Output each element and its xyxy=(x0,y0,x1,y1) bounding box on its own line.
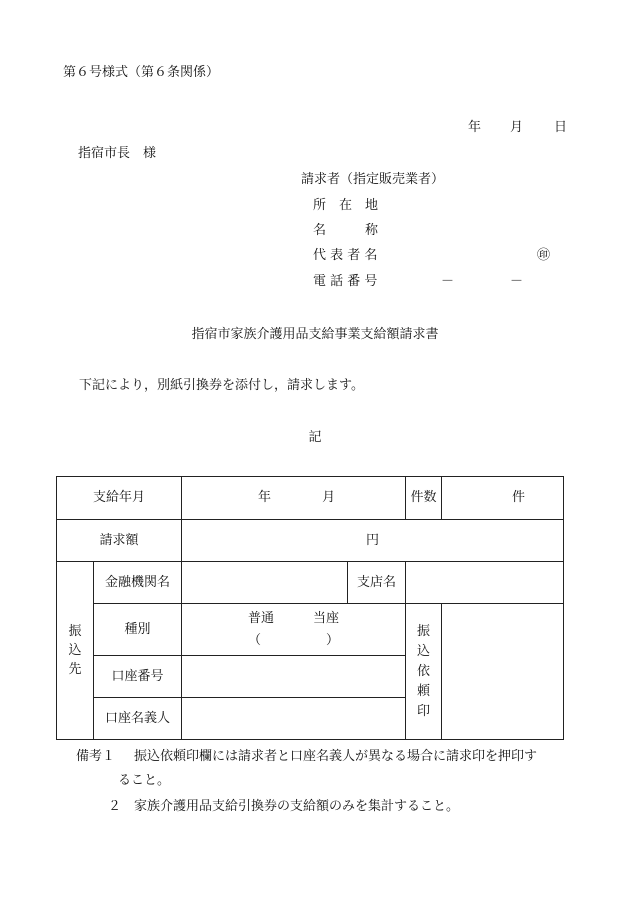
date-year: 年 xyxy=(468,120,482,135)
type-options: 普通 当座 xyxy=(248,610,340,626)
date-day: 日 xyxy=(554,120,568,135)
transfer-seal-label xyxy=(406,625,441,718)
seal-char-1: 振 xyxy=(417,624,431,639)
form-number: 第６号様式（第６条関係） xyxy=(63,65,220,80)
note-2-number: ２ xyxy=(108,799,122,814)
seal-mark: ㊞ xyxy=(537,248,551,263)
row-payment-month xyxy=(57,477,564,520)
furikomi-label xyxy=(57,625,93,676)
row-claim-amount xyxy=(57,520,564,562)
type-label: 種別 xyxy=(94,604,182,656)
phone-label: 電 話 番 号 xyxy=(313,274,378,289)
intro-text: 下記により，別紙引換券を添付し，請求します。 xyxy=(79,378,364,393)
row-type xyxy=(57,604,564,656)
note-1-line-2: ること。 xyxy=(118,773,171,788)
payment-month-unit: 月 xyxy=(322,490,336,506)
notes-label: 備考１ xyxy=(76,749,116,764)
bank-value[interactable] xyxy=(182,562,348,604)
count-value[interactable] xyxy=(442,477,564,520)
date-month: 月 xyxy=(510,120,524,135)
payment-month-value[interactable] xyxy=(182,477,406,520)
account-number-value[interactable] xyxy=(182,656,406,698)
furikomi-char-3: 先 xyxy=(68,662,82,677)
representative-label: 代 表 者 名 xyxy=(313,248,378,263)
branch-label: 支店名 xyxy=(348,562,406,604)
account-number-label: 口座番号 xyxy=(94,656,182,698)
transfer-seal-label-cell xyxy=(406,604,442,740)
furikomi-char-1: 振 xyxy=(68,624,82,639)
count-unit: 件 xyxy=(512,490,526,506)
furikomi-cell xyxy=(57,562,94,740)
payment-month-label: 支給年月 xyxy=(57,477,182,520)
requester-heading: 請求者（指定販売業者） xyxy=(301,172,445,187)
claim-form-table xyxy=(56,476,564,740)
account-holder-label: 口座名義人 xyxy=(94,698,182,740)
seal-char-5: 印 xyxy=(417,704,431,719)
addressee: 指宿市長 様 xyxy=(78,146,157,161)
count-label: 件数 xyxy=(406,477,442,520)
furikomi-char-2: 込 xyxy=(68,643,82,658)
claim-amount-value[interactable] xyxy=(182,520,564,562)
branch-value[interactable] xyxy=(406,562,564,604)
claim-amount-label: 請求額 xyxy=(57,520,182,562)
address-label: 所 在 地 xyxy=(313,198,379,213)
document-title: 指宿市家族介護用品支給事業支給額請求書 xyxy=(191,327,439,342)
note-1-line-1: 振込依頼印欄には請求者と口座名義人が異なる場合に請求印を押印す xyxy=(134,749,538,764)
row-bank xyxy=(57,562,564,604)
seal-char-2: 込 xyxy=(417,644,431,659)
claim-amount-unit: 円 xyxy=(366,532,380,548)
seal-char-4: 頼 xyxy=(417,684,431,699)
name-label: 名 称 xyxy=(313,223,379,238)
note-2-text: 家族介護用品支給引換券の支給額のみを集計すること。 xyxy=(134,799,460,814)
transfer-seal-box[interactable] xyxy=(442,604,564,740)
type-value[interactable] xyxy=(182,604,406,656)
ki-label: 記 xyxy=(308,430,322,445)
seal-char-3: 依 xyxy=(417,664,431,679)
phone-dash-1: － xyxy=(441,274,455,289)
bank-label: 金融機関名 xyxy=(94,562,182,604)
account-holder-value[interactable] xyxy=(182,698,406,740)
type-paren: （ ） xyxy=(248,632,340,648)
phone-dash-2: － xyxy=(510,274,524,289)
payment-year-unit: 年 xyxy=(258,490,272,506)
